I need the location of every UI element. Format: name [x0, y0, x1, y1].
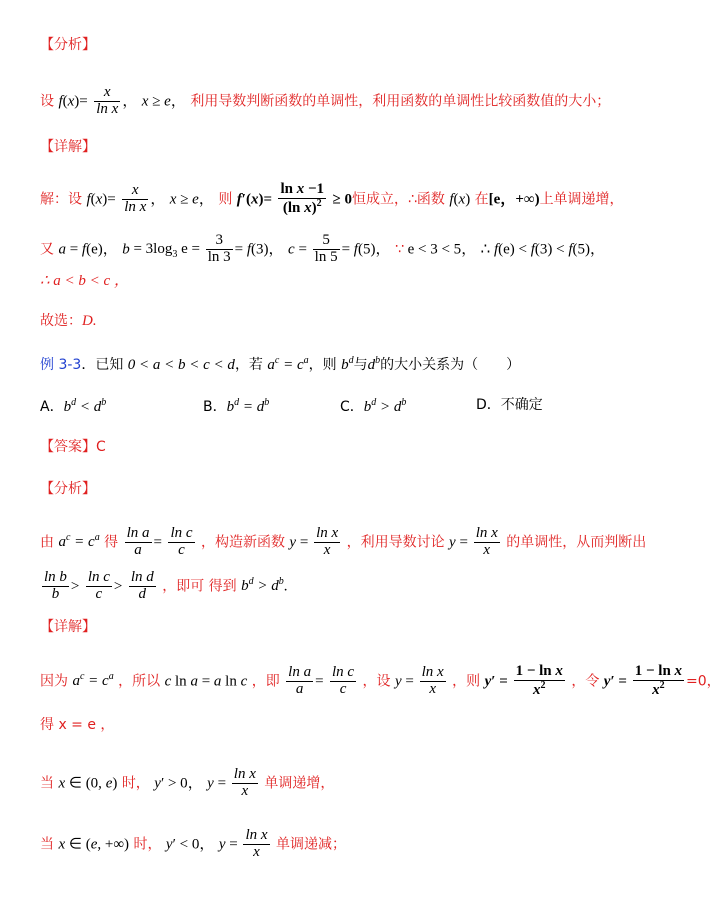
detail-1-line-1: 解：设 f(x)= $\frac{x}{\text{ln x}}$ ， x ≥ e， 则 f′(x)= $\frac{\text{ln x −1}}{(\ln x)^2}$ ≥ 0恒成立，∴函数 f(x) 在[e，+∞)上单调递增， — [40, 181, 624, 216]
detail-1-then: 则 — [218, 191, 233, 208]
example-text-5: 的大小关系为（ ） — [380, 357, 521, 373]
detail-1-line-2: 又 a = f(e)， $b = 3\log_3$ e = $\frac{3}{\ln 3}$ = f(3)， c = $\frac{5}{\ln 5}$ = f(5)， ∵ e < 3 < 5， ∴ f(e) < f(3) < f(5)， — [40, 232, 606, 265]
analysis-1-text: 设 f(x)= $\frac{x}{\text{ln x}}$ ， x ≥ e， 利用导数判断函数的单调性，利用函数的单调性比较函数值的大小； — [40, 84, 611, 117]
option-d-label: D．不确定 — [476, 397, 543, 413]
option-c[interactable]: C．$b^d > d^b$ — [340, 397, 407, 415]
detail-5-so: ，所以 — [118, 673, 161, 690]
detail-1-holds: 恒成立， — [352, 191, 408, 208]
detail-1-prefix: 解：设 — [40, 191, 82, 208]
option-a[interactable]: A．$b^d < d^b$ — [40, 397, 107, 415]
analysis-2-conclusion: ，即可 得到 — [162, 578, 237, 595]
detail-8-mid: 时， — [133, 836, 162, 853]
detail-5-ji: ，即 — [251, 673, 280, 690]
analysis-heading-2: 【分析】 — [40, 481, 96, 497]
analysis-1-cond: x ≥ e — [141, 93, 171, 110]
detail-8-prefix: 当 — [40, 836, 54, 853]
option-c-label: C． — [340, 399, 364, 415]
detail-5-eq0: =0， — [686, 673, 721, 690]
detail-2-prefix: 又 — [40, 241, 54, 258]
analysis-2-de: 得 — [104, 534, 119, 551]
detail-1-func: ∴函数 — [408, 191, 445, 208]
example-text-3: ，则 — [308, 357, 337, 373]
answer-heading: 【答案】C — [40, 439, 106, 455]
detail-2-line-3: 当 x ∈ (0, e) 时， y′ > 0， y = $\frac{\text{ln x}}{x}$ 单调递增， — [40, 766, 335, 799]
analysis-2-mid: ，构造新函数 — [200, 534, 285, 551]
detail-7-prefix: 当 — [40, 775, 54, 792]
analysis-2-line-1: 由 $a^c = c^a$ 得 $\frac{\text{ln a}}{a}$ = $\frac{\text{ln c}}{c}$ ，构造新函数 y = $\frac{\text{ln x}}{x}$ ，利用导数讨论 y = $\frac{\text{ln x}}{x}$ 的单调性，从而判断出 — [40, 525, 647, 558]
detail-7-mid: 时， — [121, 775, 150, 792]
choice-line — [40, 314, 97, 329]
detail-8-tail: 单调递减； — [275, 836, 346, 853]
detail-1-in: 在 — [474, 191, 489, 208]
example-text-4: 与 — [353, 357, 368, 373]
analysis-1-body: 利用导数判断函数的单调性，利用函数的单调性比较函数值的大小； — [190, 93, 611, 110]
example-text-2: ，若 — [234, 357, 263, 373]
detail-7-tail: 单调递增， — [264, 775, 335, 792]
detail-1-tail: 上单调递增， — [539, 191, 624, 208]
choice-value: D. — [82, 313, 97, 329]
detail-1-conclusion: ∴ a < b < c ， — [40, 273, 129, 289]
example-label: 例 3-3 — [40, 357, 82, 373]
detail-2-line-2: 得 x = e ， — [40, 717, 115, 733]
analysis-2-use: ，利用导数讨论 — [346, 534, 445, 551]
detail-heading-1: 【详解】 — [40, 139, 96, 155]
detail-5-ze: ，则 — [452, 673, 481, 690]
analysis-2-line-2: $\frac{\text{ln b}}{b}$ > $\frac{\text{ln c}}{c}$ > $\frac{\text{ln d}}{d}$ ，即可 得到 $b^d > d^b$. — [44, 569, 288, 602]
analysis-heading-1: 【分析】 — [40, 37, 96, 53]
detail-5-set: ，设 — [362, 673, 391, 690]
detail-heading-2: 【详解】 — [40, 619, 96, 635]
detail-2-line-4: 当 x ∈ (e, +∞) 时， y′ < 0， y = $\frac{\text{ln x}}{x}$ 单调递减； — [40, 827, 346, 860]
option-b-label: B． — [203, 399, 227, 415]
analysis-1-prefix: 设 — [40, 93, 54, 110]
detail-2-line-1: 因为 $a^c = c^a$ ，所以 c ln a = a ln c ，即 $\frac{\text{ln a}}{a}$ = $\frac{\text{ln c}}{c}$ ，设 y = $\frac{\text{ln x}}{x}$ ，则 y′ = $\frac{\text{1 − ln x}}{x^2}$ ，令 y′ = $\frac{\text{1 − ln x}}{x^2}$ =0， — [40, 663, 721, 698]
example-cond: 0 < a < b < c < d — [127, 357, 235, 373]
detail-5-prefix: 因为 — [40, 673, 68, 690]
option-a-label: A． — [40, 399, 64, 415]
detail-5-ling: ，令 — [571, 673, 600, 690]
option-b[interactable]: B．$b^d = d^b$ — [203, 397, 270, 415]
example-3-3: 例 3-3．已知 0 < a < b < c < d，若 $a^c = c^a$，则 $b^d$与$d^b$的大小关系为（ ） — [40, 355, 521, 373]
analysis-2-tail: 的单调性，从而判断出 — [506, 534, 647, 551]
choice-label: 故选： — [40, 313, 82, 329]
detail-1-interval: [e，+∞) — [488, 191, 540, 208]
analysis-2-prefix: 由 — [40, 534, 54, 551]
option-d[interactable] — [476, 398, 543, 412]
example-text-1: ．已知 — [81, 357, 124, 373]
